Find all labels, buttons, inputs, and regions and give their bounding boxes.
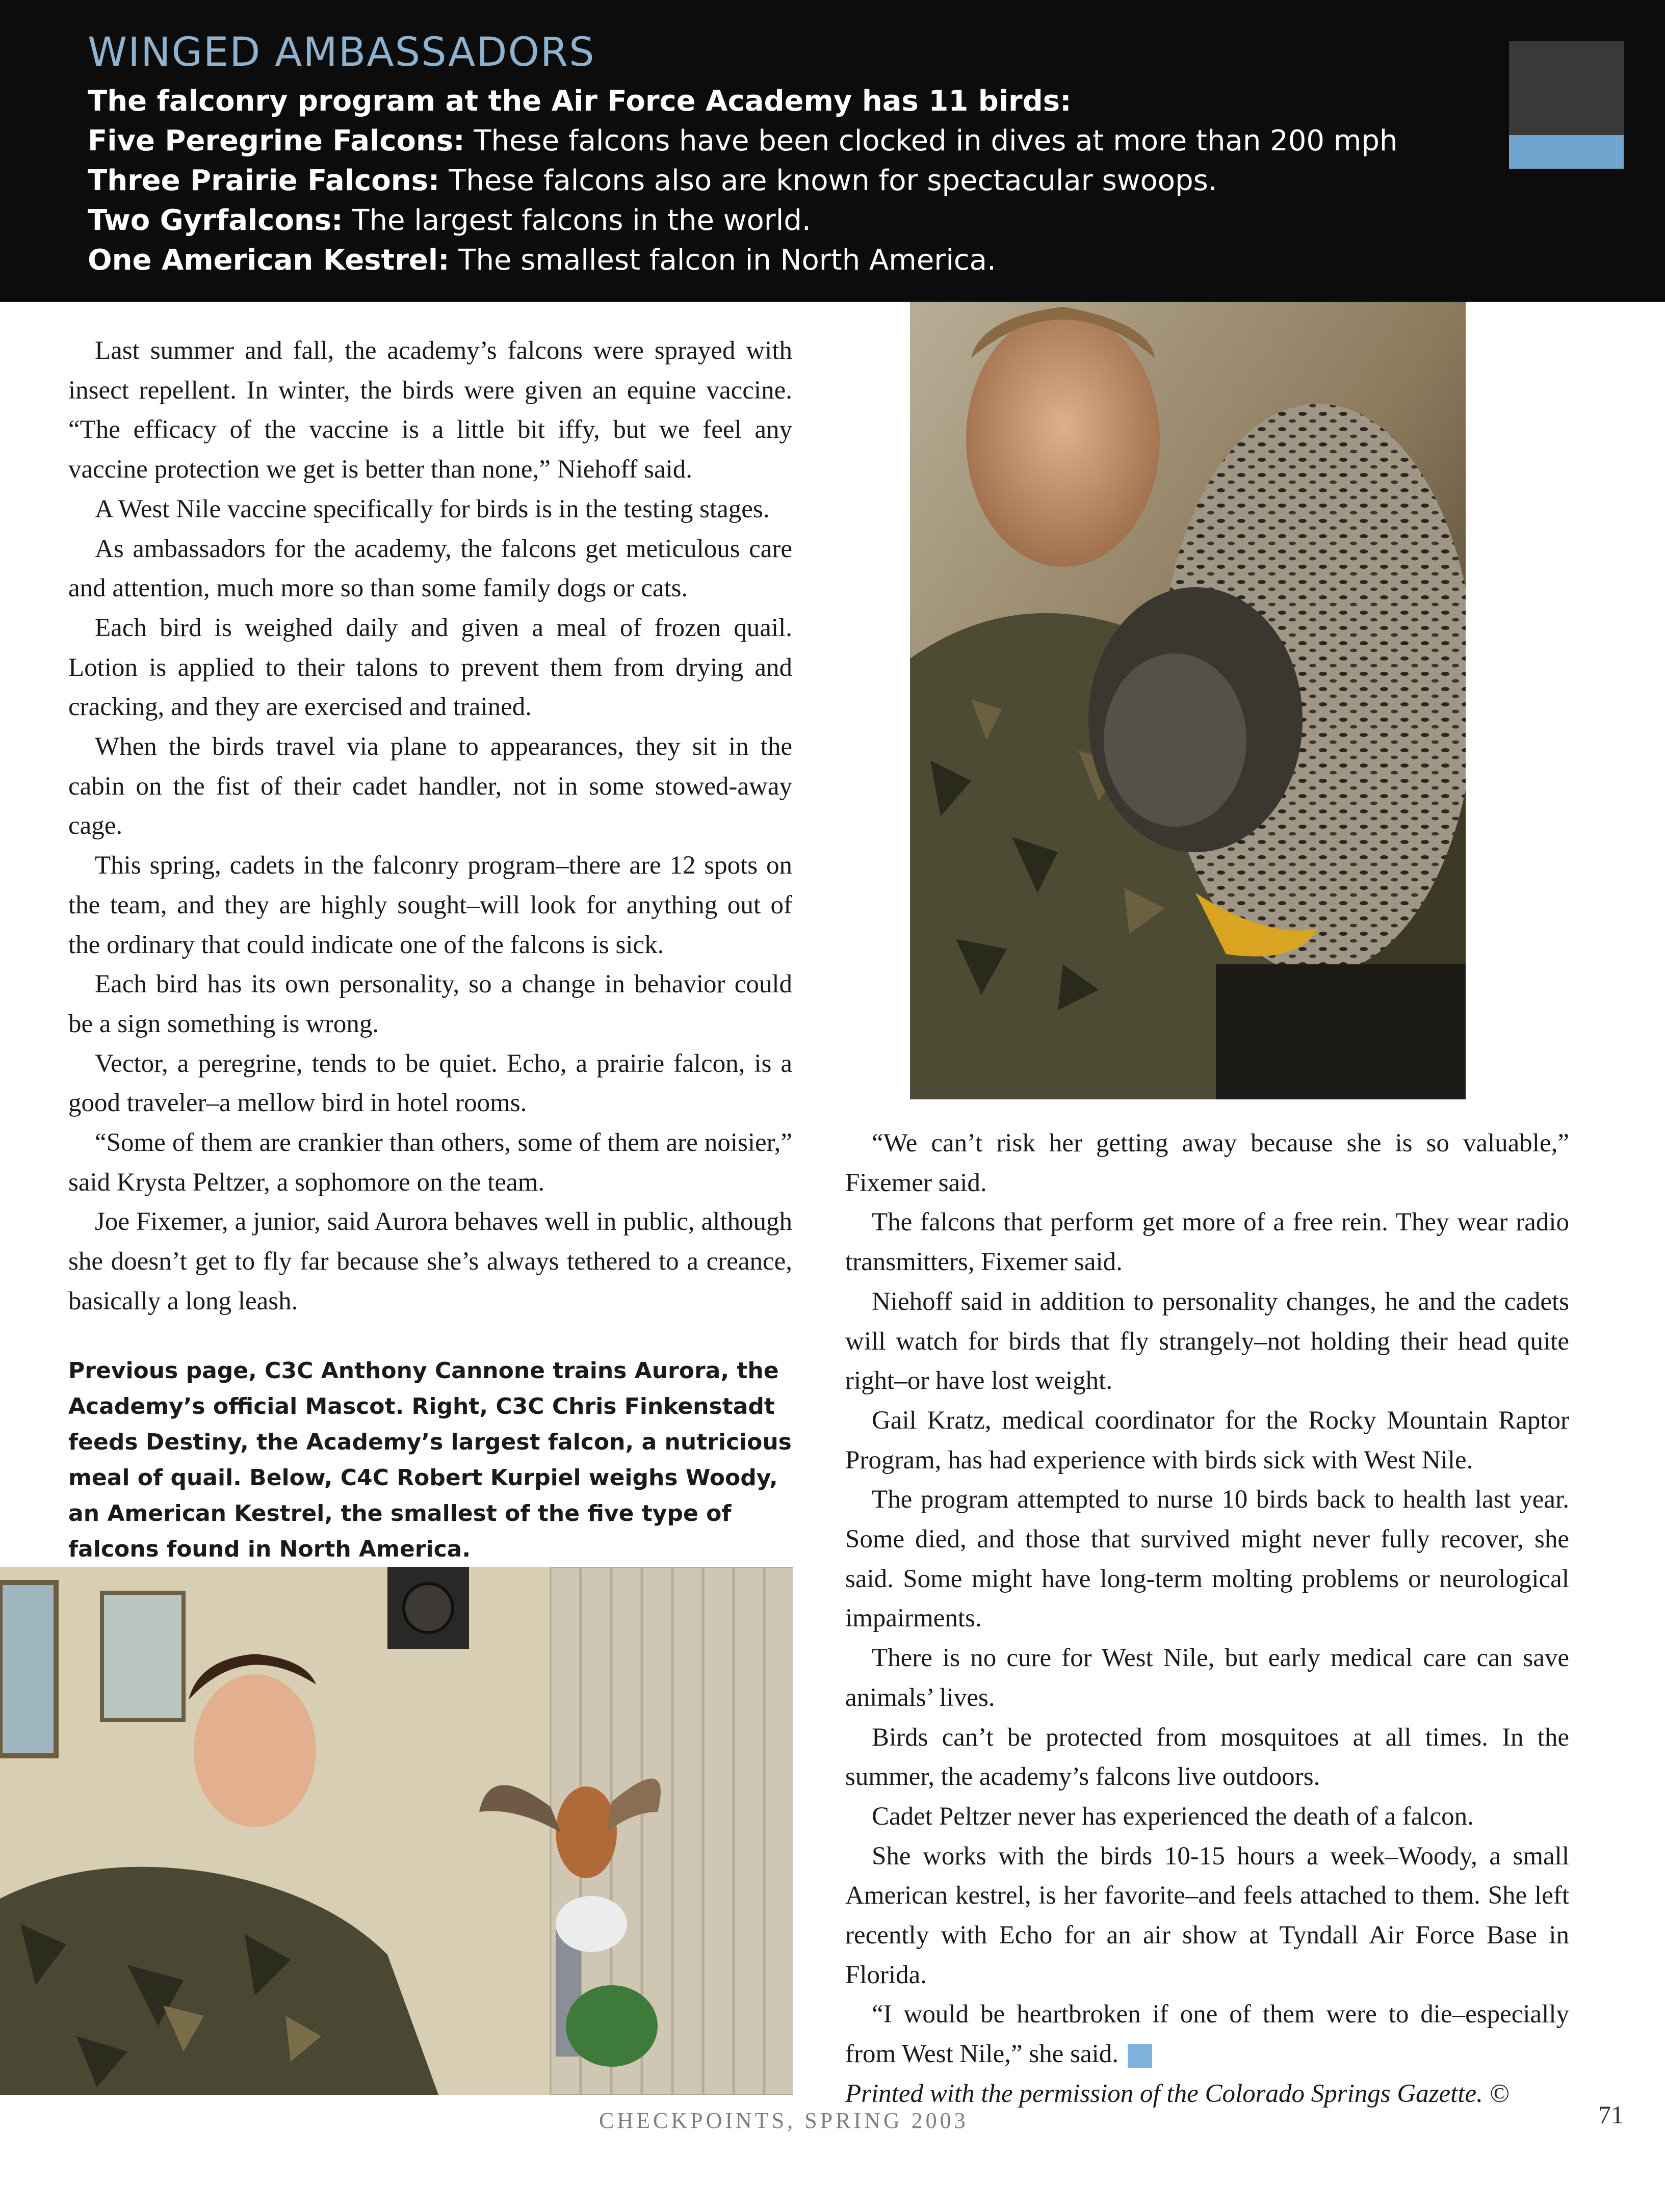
- article-paragraph: Joe Fixemer, a junior, said Aurora behaves well in public, although she doesn’t get to fly far because she’s always tethered to a creance, basically a long leash.: [68, 1207, 792, 1315]
- bird-list-item: Two Gyrfalcons: The largest falcons in the world.: [88, 204, 811, 237]
- article-paragraph: “I would be heartbroken if one of them were to die–especially from West Nile,” she said. ✓: [845, 2000, 1569, 2069]
- falcon-feeding-photo: [910, 302, 1466, 1099]
- color-swatch-dark: [1509, 41, 1624, 135]
- article-paragraph: Cadet Peltzer never has experienced the death of a falcon.: [872, 1802, 1474, 1831]
- print-credit: Printed with the permission of the Colorado Springs Gazette. ©: [845, 2079, 1510, 2108]
- article-paragraph: Each bird is weighed daily and given a meal of frozen quail. Lotion is applied to their talons to prevent them from drying and cracking, and they are exercised and trained.: [68, 613, 792, 722]
- page-number: 71: [1598, 2100, 1624, 2129]
- article-paragraph: Niehoff said in addition to personality changes, he and the cadets will watch for birds that fly strangely–not holding their head quite right–or have lost weight.: [845, 1287, 1569, 1395]
- article-paragraph: The falcons that perform get more of a free rein. They wear radio transmitters, Fixemer said.: [845, 1208, 1569, 1277]
- header-banner: [0, 0, 1665, 302]
- article-paragraph: She works with the birds 10-15 hours a week–Woody, a small American kestrel, is her favorite–and feels attached to them. She left recently with Echo for an air show at Tyndall Air Force Base in Florida.: [845, 1841, 1569, 1989]
- article-paragraph: “We can’t risk her getting away because she is so valuable,” Fixemer said.: [845, 1129, 1569, 1197]
- color-swatch-blue: [1509, 135, 1624, 169]
- article-column-left: [68, 331, 792, 1322]
- article-paragraph: Gail Kratz, medical coordinator for the Rocky Mountain Raptor Program, has had experience with birds sick with West Nile.: [845, 1406, 1569, 1474]
- article-paragraph: Vector, a peregrine, tends to be quiet. Echo, a prairie falcon, is a good traveler–a mellow bird in hotel rooms.: [68, 1049, 792, 1118]
- bird-list: [88, 82, 1464, 280]
- article-paragraph: There is no cure for West Nile, but early medical care can save animals’ lives.: [845, 1644, 1569, 1712]
- bird-list-item: Three Prairie Falcons: These falcons also are known for spectacular swoops.: [88, 164, 1217, 197]
- kestrel-weighing-photo: [0, 1567, 793, 2095]
- photo-caption: Previous page, C3C Anthony Cannone trains Aurora, the Academy’s official Mascot. Right, C3C Chris Finkenstadt feeds Destiny, the Academy’s largest falcon, a nutricious meal of quail. Below, C4C Robert Kurpiel weighs Woody, an American Kestrel, the smallest of the five type of falcons found in North America.: [68, 1358, 792, 1562]
- bird-list-item: One American Kestrel: The smallest falcon in North America.: [88, 244, 996, 277]
- article-paragraph: The program attempted to nurse 10 birds back to health last year. Some died, and those that survived might never fully recover, she said. Some might have long-term molting problems or neurological impairments.: [845, 1485, 1569, 1633]
- article-paragraph: This spring, cadets in the falconry program–there are 12 spots on the team, and they are highly sought–will look for anything out of the ordinary that could indicate one of the falcons is sick.: [68, 851, 792, 959]
- bird-list-intro: The falconry program at the Air Force Academy has 11 birds:: [88, 85, 1072, 118]
- article-paragraph: Each bird has its own personality, so a change in behavior could be a sign something is wrong.: [68, 970, 792, 1038]
- article-paragraph: As ambassadors for the academy, the falcons get meticulous care and attention, much more so than some family dogs or cats.: [68, 534, 792, 603]
- article-paragraph: Birds can’t be protected from mosquitoes at all times. In the summer, the academy’s falcons live outdoors.: [845, 1723, 1569, 1792]
- bird-list-item: Five Peregrine Falcons: These falcons have been clocked in dives at more than 200 mph: [88, 124, 1398, 157]
- article-column-right: [845, 1124, 1569, 2114]
- checkmark-box-icon: ✓: [1128, 2044, 1152, 2068]
- article-paragraph: “Some of them are crankier than others, some of them are noisier,” said Krysta Peltzer, a sophomore on the team.: [68, 1128, 792, 1197]
- banner-title: WINGED AMBASSADORS: [88, 30, 595, 75]
- article-paragraph: A West Nile vaccine specifically for birds is in the testing stages.: [95, 494, 770, 523]
- article-paragraph: Last summer and fall, the academy’s falcons were sprayed with insect repellent. In winter, the birds were given an equine vaccine. “The efficacy of the vaccine is a little bit iffy, but we feel any vaccine protection we get is better than none,” Niehoff said.: [68, 336, 792, 484]
- publication-footer: CHECKPOINTS, SPRING 2003: [599, 2108, 969, 2133]
- article-paragraph: When the birds travel via plane to appearances, they sit in the cabin on the fist of their cadet handler, not in some stowed-away cage.: [68, 732, 792, 840]
